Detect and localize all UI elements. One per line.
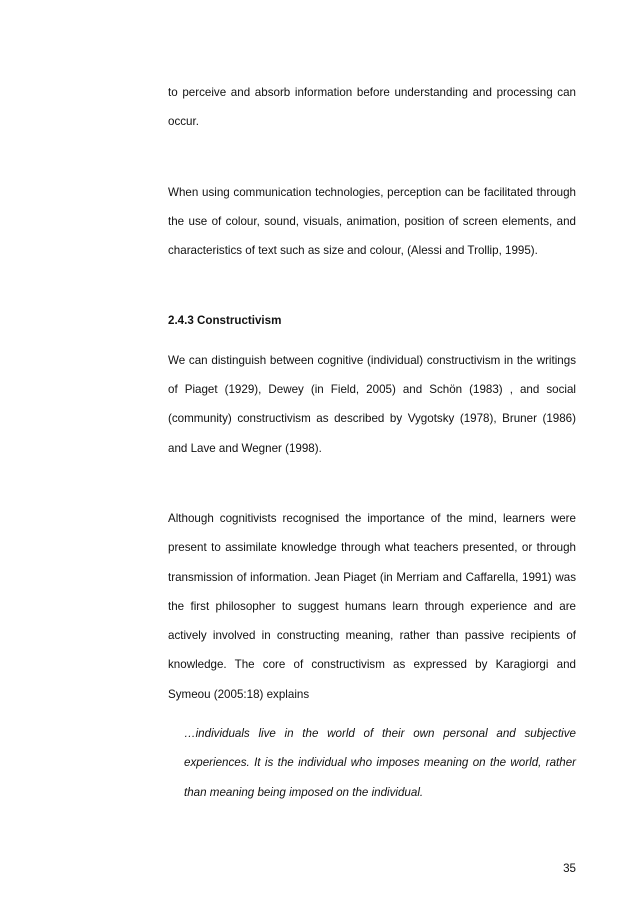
paragraph-gap (168, 265, 576, 306)
paragraph-constructivism-types: We can distinguish between cognitive (individual) constructivism in the writings of Piaget (1929), Dewey (in Field, 2005) and Schön (1983) , and social (community) constructivism as described by Vygotsky (1978), Bruner (1986) and Lave and Wegner (1998). (168, 353, 576, 455)
paragraph-cognitivists: Although cognitivists recognised the importance of the mind, learners were present to assimilate knowledge through what teachers presented, or through transmission of information. Jean Piaget (in Merriam and Caffarella, 1991) was the first philosopher to suggest humans learn through experience and are actively involved in constructing meaning, rather than passive recipients of knowledge. The core of constructivism as expressed by Karagiorgi and Symeou (2005:18) explains (168, 511, 576, 701)
quote-gap (168, 709, 576, 719)
paragraph-communication-technologies: When using communication technologies, perception can be facilitated through the use of colour, sound, visuals, animation, position of screen elements, and characteristics of text such as size and colour, (Alessi and Trollip, 1995). (168, 185, 576, 258)
paragraph-perception-end: to perceive and absorb information before understanding and processing can occur. (168, 86, 576, 129)
page-number: 35 (563, 862, 576, 875)
paragraph-gap (168, 463, 576, 504)
page-body (168, 78, 576, 807)
paragraph-gap (168, 137, 576, 178)
section-heading: 2.4.3 Constructivism (168, 314, 282, 328)
heading-gap (168, 336, 576, 346)
block-quote: …individuals live in the world of their own personal and subjective experiences. It is the individual who imposes meaning on the world, rather than meaning being imposed on the individual. (184, 727, 576, 799)
